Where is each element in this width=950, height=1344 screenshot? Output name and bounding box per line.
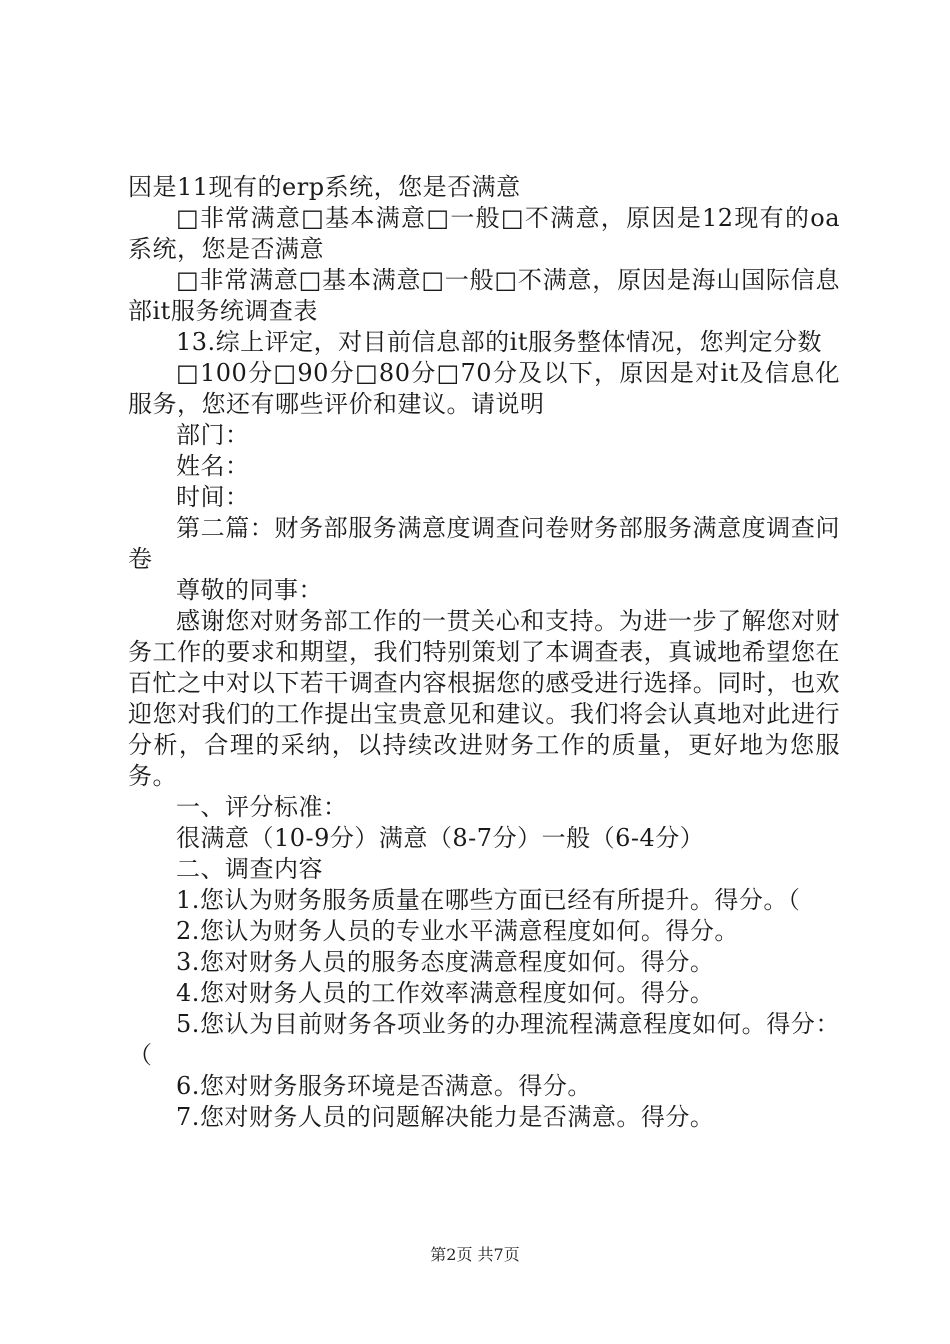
paragraph-5: □100分□90分□80分□70分及以下，原因是对it及信息化服务，您还有哪些评价和建议。请说明 <box>128 359 840 418</box>
name-field-label: 姓名： <box>176 452 250 480</box>
paragraph-2: □非常满意□基本满意□一般□不满意，原因是12现有的oa系统，您是否满意 <box>128 204 840 263</box>
question-1: 1.您认为财务服务质量在哪些方面已经有所提升。得分。（ <box>176 886 801 914</box>
document-body <box>128 172 840 1133</box>
question-2: 2.您认为财务人员的专业水平满意程度如何。得分。 <box>176 917 739 945</box>
paragraph-4: 13.综上评定，对目前信息部的it服务整体情况，您判定分数 <box>176 328 822 356</box>
section-heading: 第二篇：财务部服务满意度调查问卷财务部服务满意度调查问卷 <box>128 514 840 573</box>
salutation: 尊敬的同事： <box>176 576 323 604</box>
question-5: 5.您认为目前财务各项业务的办理流程满意程度如何。得分：（ <box>128 1010 840 1069</box>
question-6: 6.您对财务服务环境是否满意。得分。 <box>176 1072 592 1100</box>
department-field-label: 部门： <box>176 421 250 449</box>
survey-content-heading: 二、调查内容 <box>176 855 323 883</box>
page-number-footer: 第2页 共7页 <box>430 1245 520 1264</box>
paragraph-3: □非常满意□基本满意□一般□不满意，原因是海山国际信息部it服务统调查表 <box>128 266 840 325</box>
question-7: 7.您对财务人员的问题解决能力是否满意。得分。 <box>176 1103 715 1131</box>
paragraph-1: 因是11现有的erp系统，您是否满意 <box>128 173 521 201</box>
scoring-heading: 一、评分标准： <box>176 793 348 821</box>
scoring-scale: 很满意（10-9分）满意（8-7分）一般（6-4分） <box>176 824 705 852</box>
intro-paragraph: 感谢您对财务部工作的一贯关心和支持。为进一步了解您对财务工作的要求和期望，我们特别策划了本调查表，真诚地希望您在百忙之中对以下若干调查内容根据您的感受进行选择。同时，也欢迎您对我们的工作提出宝贵意见和建议。我们将会认真地对此进行分析，合理的采纳，以持续改进财务工作的质量，更好地为您服务。 <box>128 607 840 790</box>
question-3: 3.您对财务人员的服务态度满意程度如何。得分。 <box>176 948 715 976</box>
time-field-label: 时间： <box>176 483 250 511</box>
question-4: 4.您对财务人员的工作效率满意程度如何。得分。 <box>176 979 715 1007</box>
